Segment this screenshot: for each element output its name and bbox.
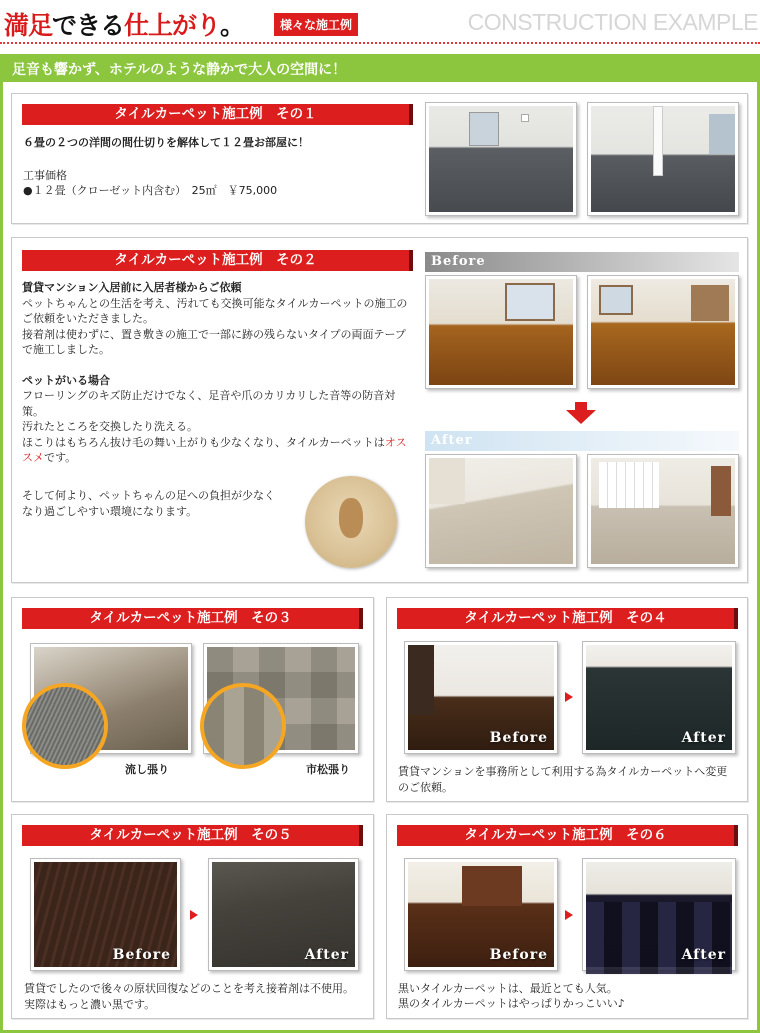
page-header: [0, 0, 760, 46]
case-1-photo-2: [587, 102, 739, 216]
case-2-body: [22, 280, 414, 466]
case-6-before-label: Before: [489, 947, 548, 963]
down-arrow-icon: [566, 402, 596, 424]
case-2-para-6: そして何より、ペットちゃんの足への負担が少なくなり過ごしやすい環境になります。: [22, 489, 275, 518]
recommend-highlight: オススメ: [22, 435, 407, 464]
case-3-caption-1: 流し張り: [125, 763, 169, 776]
case-2-heading-2: ペットがいる場合: [22, 373, 110, 387]
case-5-after-label: After: [304, 947, 349, 963]
case-2-after-photo-1: [425, 454, 577, 568]
case-2-before-photo-1: [425, 275, 577, 389]
case-4-arrow-icon: [565, 692, 573, 702]
case-6-description-1: 黒いタイルカーペットは、最近とても人気。: [398, 982, 618, 995]
case-1-lead: ６畳の２つの洋間の間仕切りを解体して１２畳お部屋に！: [23, 136, 309, 149]
case-5-before-label: Before: [112, 947, 171, 963]
case-5-description: 賃貸でしたので後々の原状回復などのことを考え接着剤は不使用。実際はもっと濃い黒です。: [24, 982, 354, 1011]
page-title: 満足できる仕上がり。: [4, 11, 245, 40]
case-6-arrow-icon: [565, 910, 573, 920]
case-2-para-3: フローリングのキズ防止だけでなく、足音や爪のカリカリした音等の防音対策。: [22, 389, 396, 418]
case-3-zoom-2: [200, 683, 286, 769]
case-1-price-label: 工事価格: [23, 169, 67, 182]
case-2-title: タイルカーペット施工例 その２: [22, 250, 413, 271]
case-2-para-5: ほこりはもちろん抜け毛の舞い上がりも少なくなり、タイルカーペットはオススメです。: [22, 435, 407, 464]
case-6-before-photo: [404, 858, 558, 971]
pet-photo: [305, 476, 397, 568]
case-2-after-tag: After: [425, 431, 739, 451]
case-6-description-2: 黒のタイルカーペットはやっぱりかっこいい♪: [398, 997, 625, 1010]
case-2-before-photo-2: [587, 275, 739, 389]
case-3-caption-2: 市松張り: [306, 763, 350, 776]
category-badge: 様々な施工例: [274, 13, 358, 36]
case-6-after-label: After: [681, 947, 726, 963]
case-2-heading-1: 賃貸マンション入居前に入居者様からご依頼: [22, 281, 242, 294]
case-5-title: タイルカーペット施工例 その５: [22, 825, 363, 846]
case-4-after-photo: [582, 641, 736, 754]
case-2-para-4: 汚れたところを交換したり洗える。: [22, 420, 198, 433]
case-2-para-2: 接着剤は使わずに、置き敷きの施工で一部に跡の残らないタイプの両面テープで施工しました。: [22, 327, 406, 356]
case-5-after-photo: [208, 858, 359, 971]
case-6-after-photo: [582, 858, 736, 971]
case-2-after-photo-2: [587, 454, 739, 568]
english-subtitle: CONSTRUCTION EXAMPLE: [467, 9, 758, 35]
case-6-title: タイルカーペット施工例 その６: [397, 825, 738, 846]
header-divider: [0, 42, 760, 44]
case-3-zoom-1: [22, 683, 108, 769]
case-1-price: ●１２畳（クローゼット内含む） 25㎡ ￥75,000: [23, 184, 278, 197]
case-4-title: タイルカーペット施工例 その４: [397, 608, 738, 629]
case-4-before-label: Before: [489, 730, 548, 746]
case-1-photo-1: [425, 102, 577, 216]
case-4-before-photo: [404, 641, 558, 754]
case-4-description: 賃貸マンションを事務所として利用する為タイルカーペットへ変更のご依頼。: [398, 765, 728, 794]
case-2-before-tag: Before: [425, 252, 739, 272]
tagline-banner: 足音も響かず、ホテルのような静かで大人の空間に！: [0, 54, 760, 82]
case-5-before-photo: [30, 858, 181, 971]
case-2-para-1: ペットちゃんとの生活を考え、汚れても交換可能なタイルカーペットの施工のご依頼をいただきました。: [22, 296, 408, 325]
case-4-after-label: After: [681, 730, 726, 746]
case-3-title: タイルカーペット施工例 その３: [22, 608, 363, 629]
case-1-title: タイルカーペット施工例 その１: [22, 104, 413, 125]
case-5-arrow-icon: [190, 910, 198, 920]
